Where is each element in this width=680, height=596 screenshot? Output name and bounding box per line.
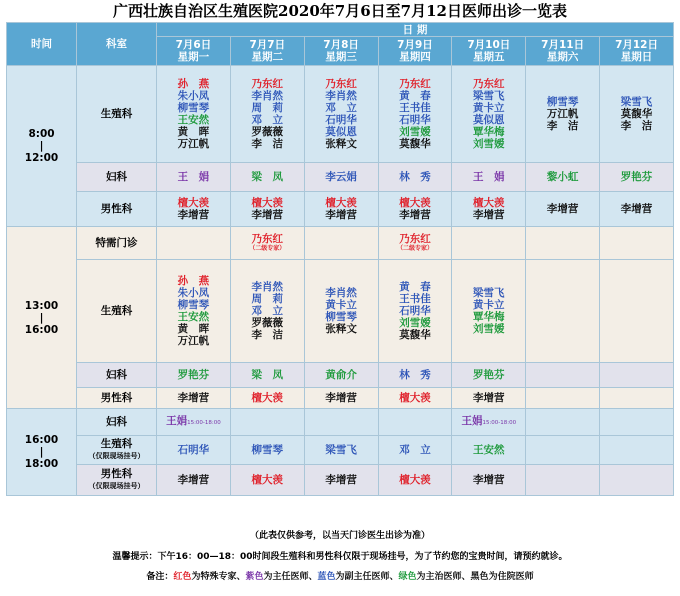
doctor-name: 檀大羡	[251, 197, 284, 209]
doctor-name: 李增营	[325, 392, 357, 404]
day-weekday: 星期四	[399, 51, 431, 63]
doctor-name: 王 娟	[177, 171, 210, 183]
doctor-name: 石明华	[399, 305, 431, 317]
doctor-name: 柳雪琴	[546, 96, 579, 108]
dept-name: 男性科	[100, 468, 133, 480]
schedule-cell	[526, 192, 600, 227]
header-day	[230, 37, 304, 66]
legend-desc: 为副主任医师、	[335, 572, 399, 582]
schedule-row	[7, 409, 674, 436]
doctor-name: 梁雪飞	[473, 287, 505, 299]
time-slot-evening	[7, 409, 77, 496]
doctor-name: 石明华	[325, 114, 357, 126]
time-text: |	[39, 446, 44, 458]
doctor-name: 黄卡立	[325, 299, 357, 311]
doctor-name: 王书佳	[399, 102, 431, 114]
doctor-name: 莫似恩	[325, 126, 357, 138]
day-date: 7月11日	[541, 39, 585, 51]
header-day	[526, 37, 600, 66]
schedule-cell	[600, 66, 674, 163]
schedule-cell	[452, 409, 526, 436]
doctor-name: 万江帆	[177, 335, 210, 347]
schedule-cell	[378, 192, 452, 227]
dept-cell	[77, 192, 157, 227]
expert-level-label: （二级专家）	[396, 245, 433, 252]
dept-name: 妇科	[106, 171, 127, 183]
doctor-name: 孙 燕	[177, 78, 210, 90]
doctor-name: 檀大羡	[399, 392, 431, 404]
legend-color-purple: 紫色	[245, 572, 264, 582]
doctor-name: 李增营	[325, 474, 357, 486]
dept-cell	[77, 260, 157, 363]
doctor-name: 刘雪嫒	[399, 317, 431, 329]
schedule-cell	[157, 363, 231, 388]
doctor-name: 乃东红	[473, 78, 505, 90]
schedule-cell	[378, 465, 452, 496]
doctor-name: 邓 立	[399, 444, 431, 456]
dept-name: 男性科	[100, 203, 133, 215]
doctor-name: 张释文	[325, 138, 357, 150]
schedule-row	[7, 465, 674, 496]
schedule-cell	[157, 388, 231, 409]
schedule-cell	[452, 163, 526, 192]
doctor-name: 李增营	[620, 203, 653, 215]
color-legend	[0, 569, 680, 582]
dept-name: 男性科	[100, 392, 133, 404]
schedule-cell	[304, 465, 378, 496]
schedule-cell	[304, 388, 378, 409]
doctor-name: 石明华	[399, 114, 431, 126]
doctor-name: 覃华梅	[473, 126, 505, 138]
expert-level-label: （二级专家）	[249, 245, 286, 252]
doctor-name: 黄卡立	[473, 299, 505, 311]
doctor-name: 李云娟	[325, 171, 357, 183]
doctor-name: 乃东红	[251, 78, 284, 90]
doctor-name: 邓 立	[325, 102, 357, 114]
time-slot-afternoon	[7, 227, 77, 409]
doctor-name: 王安然	[177, 311, 210, 323]
header-day	[304, 37, 378, 66]
doctor-name: 王娟	[166, 415, 188, 427]
time-text: 16:00	[24, 323, 59, 336]
schedule-row	[7, 163, 674, 192]
schedule-cell	[452, 363, 526, 388]
doctor-name: 王 娟	[473, 171, 505, 183]
doctor-name: 覃华梅	[473, 311, 505, 323]
doctor-name: 檀大羡	[399, 197, 431, 209]
doctor-name: 罗薇薇	[251, 126, 284, 138]
tip-note: 温馨提示：下午16：00—18：00时间段生殖科和男性科仅限于现场挂号，为了节约您的宝贵时间，请预约就诊。	[112, 552, 568, 562]
dept-cell	[77, 388, 157, 409]
schedule-cell	[304, 409, 378, 436]
doctor-name: 刘雪嫒	[473, 323, 505, 335]
day-date: 7月10日	[467, 39, 511, 51]
schedule-cell	[600, 363, 674, 388]
schedule-cell	[526, 260, 600, 363]
day-weekday: 星期六	[546, 51, 579, 63]
doctor-name: 刘雪嫒	[473, 138, 505, 150]
schedule-row	[7, 192, 674, 227]
schedule-cell	[452, 66, 526, 163]
doctor-name: 李增营	[325, 209, 357, 221]
dept-name: 生殖科	[100, 438, 133, 450]
schedule-cell	[304, 227, 378, 260]
schedule-cell	[230, 192, 304, 227]
time-range-label: 15:00-18:00	[482, 420, 517, 426]
dept-cell	[77, 436, 157, 465]
legend-color-black: 黑色	[470, 572, 489, 582]
schedule-cell	[452, 436, 526, 465]
doctor-name: 黄俞介	[325, 369, 357, 381]
doctor-name: 李 洁	[251, 329, 284, 341]
header-row	[7, 23, 674, 37]
schedule-cell	[452, 388, 526, 409]
doctor-name: 柳雪琴	[177, 102, 210, 114]
schedule-cell	[526, 163, 600, 192]
doctor-name: 李肖然	[325, 90, 357, 102]
doctor-name: 乃东红	[251, 233, 284, 245]
dept-name: 妇科	[106, 416, 127, 428]
schedule-cell	[304, 260, 378, 363]
schedule-cell	[157, 163, 231, 192]
doctor-name: 莫似恩	[473, 114, 505, 126]
schedule-row	[7, 260, 674, 363]
header-time: 时间	[7, 23, 77, 66]
schedule-cell	[157, 465, 231, 496]
doctor-name: 王安然	[473, 444, 505, 456]
schedule-cell	[230, 363, 304, 388]
schedule-cell	[526, 409, 600, 436]
doctor-name: 李增营	[473, 209, 505, 221]
doctor-name: 黄 晖	[177, 323, 210, 335]
doctor-name: 檀大羡	[177, 197, 210, 209]
schedule-cell	[600, 163, 674, 192]
schedule-cell	[378, 227, 452, 260]
page-title: 广西壮族自治区生殖医院2020年7月6日至7月12日医师出诊一览表	[113, 2, 567, 20]
doctor-name: 黄 春	[399, 90, 431, 102]
doctor-name: 黄卡立	[473, 102, 505, 114]
dept-note: （仅限现场挂号）	[88, 452, 145, 460]
dept-name: 特需门诊	[95, 237, 138, 249]
doctor-name: 罗艳芬	[473, 369, 505, 381]
header-date-group: 日 期	[157, 23, 674, 37]
schedule-cell	[452, 260, 526, 363]
schedule-cell	[600, 388, 674, 409]
schedule-cell	[526, 465, 600, 496]
doctor-name: 罗艳芬	[177, 369, 210, 381]
doctor-name: 李增营	[177, 392, 210, 404]
doctor-name: 孙 燕	[177, 275, 210, 287]
doctor-name: 李增营	[251, 209, 284, 221]
schedule-cell	[157, 436, 231, 465]
legend-color-green: 绿色	[398, 572, 417, 582]
dept-name: 生殖科	[100, 108, 133, 120]
doctor-name: 罗薇薇	[251, 317, 284, 329]
doctor-name: 林 秀	[399, 369, 431, 381]
header-day	[600, 37, 674, 66]
schedule-cell	[304, 66, 378, 163]
dept-name: 生殖科	[100, 305, 133, 317]
schedule-cell	[452, 227, 526, 260]
doctor-name: 李肖然	[251, 281, 284, 293]
day-date: 7月12日	[615, 39, 658, 51]
dept-name: 妇科	[106, 369, 127, 381]
schedule-row	[7, 363, 674, 388]
dept-cell	[77, 363, 157, 388]
schedule-cell	[452, 192, 526, 227]
schedule-cell	[304, 363, 378, 388]
legend-desc: 为主任医师、	[263, 572, 318, 582]
doctor-name: 檀大羡	[251, 392, 284, 404]
doctor-name: 李 洁	[251, 138, 284, 150]
dept-cell	[77, 66, 157, 163]
doctor-name: 林 秀	[399, 171, 431, 183]
doctor-name: 刘雪嫒	[399, 126, 431, 138]
time-text: 16:00	[24, 434, 59, 446]
doctor-name: 李增营	[546, 203, 579, 215]
doctor-name: 张释文	[325, 323, 357, 335]
doctor-name: 乃东红	[399, 78, 431, 90]
legend-desc: 为住院医师	[488, 572, 534, 582]
doctor-name: 莫馥华	[620, 108, 653, 120]
schedule-cell	[157, 227, 231, 260]
doctor-name: 檀大羡	[473, 197, 505, 209]
schedule-cell	[526, 436, 600, 465]
schedule-cell	[600, 260, 674, 363]
schedule-cell	[230, 436, 304, 465]
dept-note: （仅限现场挂号）	[88, 482, 145, 490]
schedule-cell	[600, 409, 674, 436]
doctor-name: 黄 晖	[177, 126, 210, 138]
doctor-name: 梁 凤	[251, 369, 284, 381]
doctor-name: 莫馥华	[399, 138, 431, 150]
dept-cell	[77, 163, 157, 192]
doctor-name: 乃东红	[325, 78, 357, 90]
doctor-name: 黄 春	[399, 281, 431, 293]
doctor-name: 朱小凤	[177, 287, 210, 299]
legend-desc: 为主治医师、	[416, 572, 471, 582]
doctor-name: 梁雪飞	[325, 444, 357, 456]
doctor-name: 邓 立	[251, 305, 284, 317]
schedule-cell	[378, 388, 452, 409]
dept-cell	[77, 465, 157, 496]
doctor-name: 黎小虹	[546, 171, 579, 183]
doctor-name: 李增营	[399, 209, 431, 221]
doctor-name: 梁雪飞	[620, 96, 653, 108]
day-weekday: 星期一	[177, 51, 210, 63]
doctor-name: 檀大羡	[251, 474, 284, 486]
doctor-name: 李肖然	[251, 90, 284, 102]
schedule-cell	[526, 227, 600, 260]
doctor-name: 柳雪琴	[325, 311, 357, 323]
schedule-cell	[378, 436, 452, 465]
doctor-name: 李增营	[177, 474, 210, 486]
disclaimer-note: （此表仅供参考，以当天门诊医生出诊为准）	[249, 531, 430, 541]
schedule-cell	[157, 260, 231, 363]
header-dept: 科室	[77, 23, 157, 66]
doctor-name: 石明华	[177, 444, 210, 456]
time-range-label: 15:00-18:00	[187, 420, 221, 426]
header-day	[157, 37, 231, 66]
day-date: 7月8日	[323, 39, 359, 51]
schedule-cell	[526, 388, 600, 409]
doctor-name: 李肖然	[325, 287, 357, 299]
schedule-cell	[526, 363, 600, 388]
schedule-cell	[230, 260, 304, 363]
day-date: 7月7日	[249, 39, 286, 51]
legend-prefix: 备注：	[146, 572, 174, 582]
schedule-cell	[378, 409, 452, 436]
schedule-cell	[157, 409, 231, 436]
schedule-cell	[600, 227, 674, 260]
day-weekday: 星期日	[620, 51, 653, 63]
schedule-row	[7, 227, 674, 260]
doctor-name: 朱小凤	[177, 90, 210, 102]
time-slot-morning	[7, 66, 77, 227]
doctor-name: 檀大羡	[325, 197, 357, 209]
schedule-cell	[378, 163, 452, 192]
schedule-cell	[600, 436, 674, 465]
day-weekday: 星期三	[325, 51, 357, 63]
doctor-name: 王安然	[177, 114, 210, 126]
doctor-name: 邓 立	[251, 114, 284, 126]
header-day	[452, 37, 526, 66]
doctor-name: 罗艳芬	[620, 171, 653, 183]
doctor-name: 梁雪飞	[473, 90, 505, 102]
doctor-name: 万江帆	[177, 138, 210, 150]
doctor-name: 柳雪琴	[177, 299, 210, 311]
schedule-cell	[304, 192, 378, 227]
time-text: 8:00	[28, 128, 55, 140]
dept-cell	[77, 409, 157, 436]
doctor-name: 乃东红	[399, 233, 431, 245]
schedule-cell	[230, 388, 304, 409]
time-text: 13:00	[24, 299, 59, 312]
doctor-name: 梁 凤	[251, 171, 284, 183]
schedule-table	[6, 22, 674, 496]
day-weekday: 星期二	[251, 51, 284, 63]
schedule-cell	[378, 66, 452, 163]
day-weekday: 星期五	[473, 51, 505, 63]
doctor-name: 周 莉	[251, 102, 284, 114]
legend-color-blue: 蓝色	[317, 572, 336, 582]
schedule-cell	[230, 163, 304, 192]
schedule-cell	[600, 192, 674, 227]
schedule-cell	[600, 465, 674, 496]
schedule-row	[7, 388, 674, 409]
doctor-name: 柳雪琴	[251, 444, 284, 456]
doctor-name: 李增营	[473, 392, 505, 404]
doctor-name: 李增营	[177, 209, 210, 221]
time-text: |	[39, 140, 44, 152]
schedule-cell	[304, 436, 378, 465]
schedule-cell	[230, 66, 304, 163]
doctor-name: 王娟	[461, 415, 483, 427]
schedule-row	[7, 436, 674, 465]
doctor-name: 檀大羡	[399, 474, 431, 486]
doctor-name: 李增营	[473, 474, 505, 486]
schedule-cell	[157, 66, 231, 163]
time-text: |	[39, 311, 44, 324]
schedule-cell	[230, 409, 304, 436]
legend-color-red: 红色	[173, 572, 192, 582]
time-text: 18:00	[24, 458, 59, 470]
schedule-row	[7, 66, 674, 163]
schedule-cell	[452, 465, 526, 496]
schedule-cell	[230, 465, 304, 496]
doctor-name: 万江帆	[546, 108, 579, 120]
day-date: 7月6日	[175, 39, 212, 51]
doctor-name: 莫馥华	[399, 329, 431, 341]
schedule-cell	[526, 66, 600, 163]
doctor-name: 王书佳	[399, 293, 431, 305]
day-date: 7月9日	[397, 39, 433, 51]
doctor-name: 李 洁	[546, 120, 579, 132]
schedule-cell	[157, 192, 231, 227]
schedule-cell	[378, 363, 452, 388]
time-text: 12:00	[24, 152, 59, 164]
schedule-cell	[378, 260, 452, 363]
doctor-name: 李 洁	[620, 120, 653, 132]
doctor-name: 周 莉	[251, 293, 284, 305]
schedule-cell	[304, 163, 378, 192]
dept-cell	[77, 227, 157, 260]
schedule-cell	[230, 227, 304, 260]
header-day	[378, 37, 452, 66]
legend-desc: 为特殊专家、	[191, 572, 246, 582]
